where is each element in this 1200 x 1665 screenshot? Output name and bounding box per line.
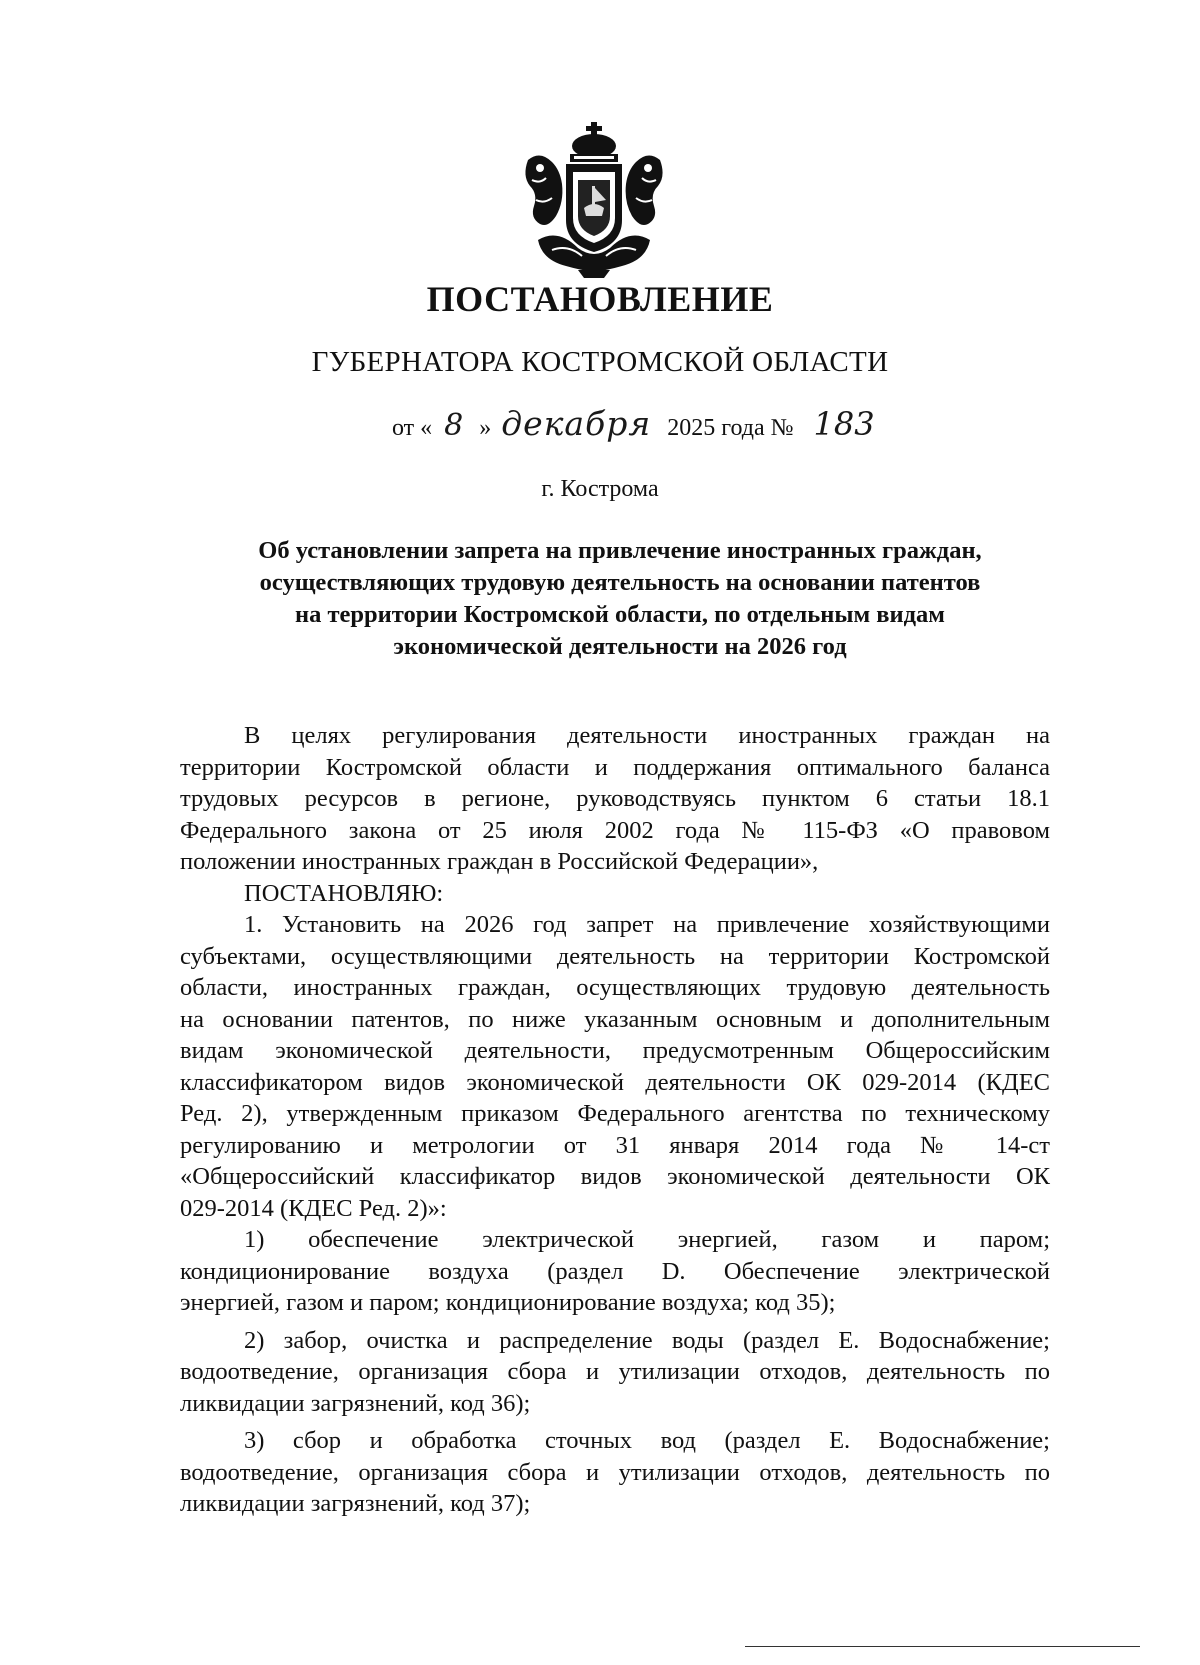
preamble-line: положении иностранных граждан в Российской Федерации», <box>180 848 819 875</box>
subitem1-line: кондиционирование воздуха (раздел D. Обеспечение электрической <box>180 1257 1050 1285</box>
subitem3-line: ликвидации загрязнений, код 37); <box>180 1490 531 1517</box>
subitem2-line: ликвидации загрязнений, код 36); <box>180 1389 531 1417</box>
document-type-heading: ПОСТАНОВЛЕНИЕ <box>426 279 774 319</box>
item1-line: области, иностранных граждан, осуществляющих трудовую деятельность <box>180 974 1050 1001</box>
subitem2-line: 2) забор, очистка и распределение воды (раздел Е. Водоснабжение; <box>244 1326 1050 1354</box>
title-line: экономической деятельности на 2026 год <box>393 633 847 660</box>
footer-divider <box>745 1646 1140 1647</box>
coat-of-arms-emblem <box>518 120 670 280</box>
decree-word: ПОСТАНОВЛЯЮ: <box>244 879 444 907</box>
item1-line: на основании патентов, по ниже указанным основным и дополнительным <box>180 1005 1050 1033</box>
title-line: на территории Костромской области, по отдельным видам <box>295 601 945 628</box>
date-year-text: 2025 года № <box>667 415 794 441</box>
item1-line: регулированию и метрологии от 31 января 2014 года № 14-ст <box>180 1131 1050 1159</box>
date-prefix: от « <box>392 415 433 441</box>
preamble-line: В целях регулирования деятельности иностранных граждан на <box>244 722 1050 749</box>
subitem3-line: водоотведение, организация сбора и утилизации отходов, деятельность по <box>180 1458 1050 1486</box>
preamble-line: территории Костромской области и поддержания оптимального баланса <box>180 753 1050 781</box>
date-close-quote: » <box>479 415 492 441</box>
handwritten-day: 8 <box>444 408 464 443</box>
title-line: Об установлении запрета на привлечение иностранных граждан, <box>258 537 982 564</box>
date-and-number-line <box>392 404 875 454</box>
document-title <box>200 535 1040 663</box>
title-line: осуществляющих трудовую деятельность на основании патентов <box>259 569 981 596</box>
subitem2-line: водоотведение, организация сбора и утилизации отходов, деятельность по <box>180 1358 1050 1385</box>
item1-line: классификатором видов экономической деятельности ОК 029-2014 (КДЕС <box>180 1068 1050 1096</box>
handwritten-document-number: 183 <box>813 405 875 443</box>
subitem1-line: энергией, газом и паром; кондиционирование воздуха; код 35); <box>180 1289 836 1316</box>
issuer-heading: ГУБЕРНАТОРА КОСТРОМСКОЙ ОБЛАСТИ <box>311 346 889 378</box>
preamble-line: трудовых ресурсов в регионе, руководствуясь пунктом 6 статьи 18.1 <box>180 785 1050 812</box>
item1-line: Ред. 2), утвержденным приказом Федерального агентства по техническому <box>180 1100 1050 1127</box>
subitem1-line: 1) обеспечение электрической энергией, газом и паром; <box>244 1226 1050 1253</box>
item1-line: 029-2014 (КДЕС Ред. 2)»: <box>180 1194 447 1222</box>
subitem3-line: 3) сбор и обработка сточных вод (раздел Е. Водоснабжение; <box>244 1427 1050 1454</box>
handwritten-month: декабря <box>501 404 652 443</box>
item1-line: «Общероссийский классификатор видов экономической деятельности ОК <box>180 1163 1050 1190</box>
item1-line: субъектами, осуществляющими деятельность на территории Костромской <box>180 942 1050 970</box>
city-line: г. Кострома <box>541 476 659 502</box>
preamble-line: Федерального закона от 25 июля 2002 года № 115-ФЗ «О правовом <box>180 816 1050 844</box>
item1-line: 1. Установить на 2026 год запрет на привлечение хозяйствующими <box>244 911 1050 938</box>
document-body <box>180 720 1050 1520</box>
item1-line: видам экономической деятельности, предусмотренным Общероссийским <box>180 1037 1050 1064</box>
